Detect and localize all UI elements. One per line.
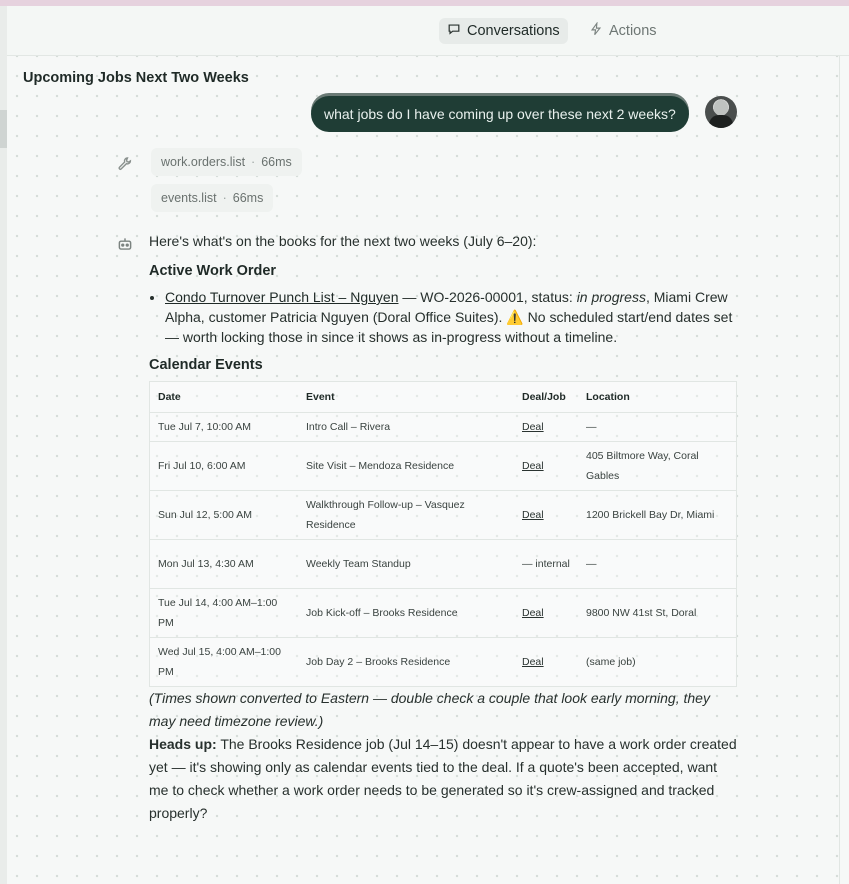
cell-deal <box>514 442 578 491</box>
column-header-location: Location <box>578 382 737 413</box>
cell-date: Sun Jul 12, 5:00 AM <box>150 491 299 540</box>
work-order-text: , Miami Crew Alpha, customer Patricia Nguyen (Doral Office Suites). <box>165 289 728 325</box>
deal-link[interactable]: Deal <box>522 509 544 521</box>
cell-event: Site Visit – Mendoza Residence <box>298 442 514 491</box>
table-header-row <box>150 382 737 413</box>
timezone-note: (Times shown converted to Eastern — double check a couple that look early morning, they may need timezone review.) <box>149 690 710 729</box>
bot-icon <box>116 235 134 253</box>
cell-event: Intro Call – Rivera <box>298 413 514 442</box>
cell-event: Walkthrough Follow-up – Vasquez Residence <box>298 491 514 540</box>
cell-date: Mon Jul 13, 4:30 AM <box>150 540 299 589</box>
chat-panel <box>7 6 849 884</box>
tool-call-duration: 66ms <box>232 191 264 205</box>
tab-actions[interactable] <box>581 18 665 44</box>
cell-date: Tue Jul 14, 4:00 AM–1:00 PM <box>150 589 299 638</box>
tool-call-name: events.list <box>161 191 217 205</box>
column-header-deal-job: Deal/Job <box>514 382 578 413</box>
assistant-intro: Here's what's on the books for the next two weeks (July 6–20): <box>149 233 537 249</box>
separator-dot: · <box>251 155 256 169</box>
cell-location: — <box>578 413 737 442</box>
cell-deal <box>514 413 578 442</box>
cell-event: Job Day 2 – Brooks Residence <box>298 638 514 687</box>
cell-location: (same job) <box>578 638 737 687</box>
separator-dot: · <box>222 191 227 205</box>
cell-deal <box>514 589 578 638</box>
user-avatar[interactable] <box>705 96 737 128</box>
events-table <box>149 381 737 687</box>
work-order-link[interactable]: Condo Turnover Punch List – Nguyen <box>165 289 399 305</box>
cell-date: Wed Jul 15, 4:00 AM–1:00 PM <box>150 638 299 687</box>
heads-up-label: Heads up: <box>149 736 217 752</box>
cell-date: Fri Jul 10, 6:00 AM <box>150 442 299 491</box>
heads-up-text: The Brooks Residence job (Jul 14–15) doesn't appear to have a work order created yet — it's showing only as calendar events tied to the deal. If a quote's been accepted, want me to check whether a work order needs to be generated so it's crew-assigned and tracked properly? <box>149 736 737 821</box>
table-row <box>150 638 737 687</box>
cell-date: Tue Jul 7, 10:00 AM <box>150 413 299 442</box>
warning-icon: ⚠️ <box>506 309 524 325</box>
right-divider <box>839 56 840 884</box>
cell-deal <box>514 638 578 687</box>
assistant-message <box>149 231 739 825</box>
wrench-icon <box>117 156 133 172</box>
table-row <box>150 491 737 540</box>
tab-conversations[interactable] <box>439 18 568 44</box>
cell-location: 405 Biltmore Way, Coral Gables <box>578 442 737 491</box>
calendar-events-heading: Calendar Events <box>149 357 263 373</box>
work-order-text: — WO-2026-00001, status: <box>398 289 577 305</box>
cell-event: Weekly Team Standup <box>298 540 514 589</box>
cell-location: — <box>578 540 737 589</box>
cell-deal <box>514 491 578 540</box>
user-message-bubble <box>311 96 689 132</box>
work-order-text: No scheduled start/end dates set — worth locking those in since it shows as in-progress without a timeline. <box>165 309 733 345</box>
cell-event: Job Kick-off – Brooks Residence <box>298 589 514 638</box>
work-order-status: in progress <box>576 289 646 305</box>
deal-link[interactable]: Deal <box>522 460 544 472</box>
table-row <box>150 540 737 589</box>
tab-conversations-label: Conversations <box>467 23 560 39</box>
cell-deal: — internal <box>514 540 578 589</box>
tab-bar <box>7 6 849 56</box>
chat-bubble-icon <box>447 22 461 40</box>
table-row <box>150 589 737 638</box>
deal-link[interactable]: Deal <box>522 656 544 668</box>
work-order-heading: Active Work Order <box>149 263 277 279</box>
conversation-title: Upcoming Jobs Next Two Weeks <box>23 70 249 86</box>
tool-call-pill[interactable] <box>151 184 273 212</box>
cell-location: 1200 Brickell Bay Dr, Miami <box>578 491 737 540</box>
tool-call-pill[interactable] <box>151 148 302 176</box>
tab-actions-label: Actions <box>609 23 657 39</box>
table-row <box>150 413 737 442</box>
table-row <box>150 442 737 491</box>
lightning-icon <box>589 22 603 40</box>
gutter-handle[interactable] <box>0 110 7 148</box>
tool-call-name: work.orders.list <box>161 155 246 169</box>
tool-call-duration: 66ms <box>261 155 292 169</box>
column-header-event: Event <box>298 382 514 413</box>
user-message-text: what jobs do I have coming up over these next 2 weeks? <box>324 106 676 122</box>
heads-up-paragraph <box>149 733 739 825</box>
deal-link[interactable]: Deal <box>522 607 544 619</box>
deal-link[interactable]: Deal <box>522 421 544 433</box>
column-header-date: Date <box>150 382 299 413</box>
work-order-item <box>165 287 739 347</box>
cell-location: 9800 NW 41st St, Doral <box>578 589 737 638</box>
work-order-list <box>149 287 739 347</box>
